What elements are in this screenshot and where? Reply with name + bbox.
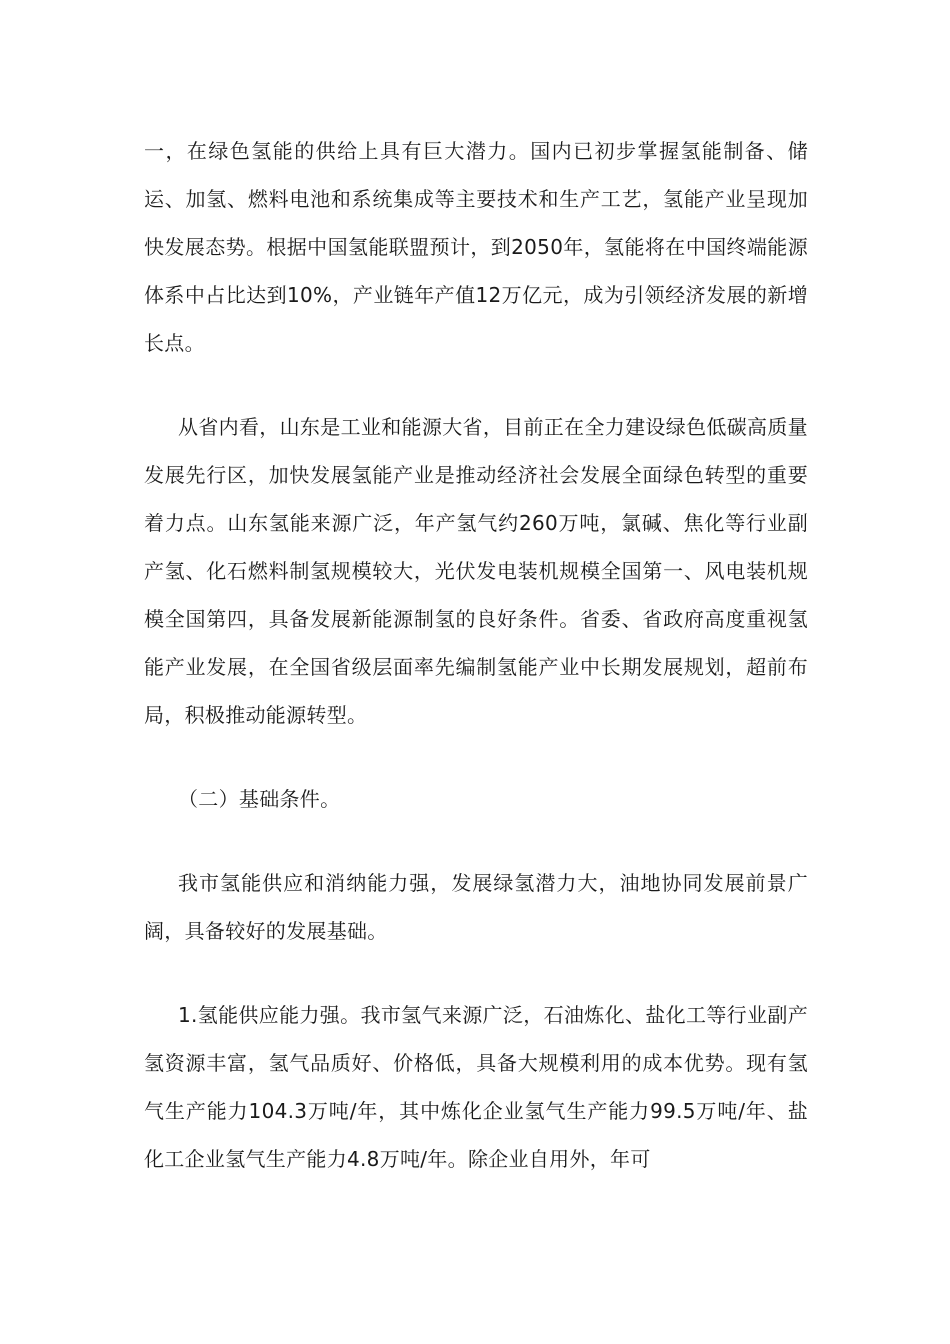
paragraph-supply-capacity: 1.氢能供应能力强。我市氢气来源广泛，石油炼化、盐化工等行业副产氢资源丰富，氢气品质好、价格低，具备大规模利用的成本优势。现有氢气生产能力104.3万吨/年，其中炼化企业氢气生产能力99.5万吨/年、盐化工企业氢气生产能力4.8万吨/年。除企业自用外，年可 — [144, 1003, 808, 1171]
document-body — [144, 127, 808, 1219]
paragraph-hydrogen-supply-potential: 一，在绿色氢能的供给上具有巨大潜力。国内已初步掌握氢能制备、储运、加氢、燃料电池和系统集成等主要技术和生产工艺，氢能产业呈现加快发展态势。根据中国氢能联盟预计，到2050年，氢能将在中国终端能源体系中占比达到10%，产业链年产值12万亿元，成为引领经济发展的新增长点。 — [144, 139, 808, 355]
paragraph-city-overview: 我市氢能供应和消纳能力强，发展绿氢潜力大，油地协同发展前景广阔，具备较好的发展基础。 — [144, 871, 808, 943]
section-heading-basic-conditions: （二）基础条件。 — [178, 787, 341, 811]
paragraph-shandong-province: 从省内看，山东是工业和能源大省，目前正在全力建设绿色低碳高质量发展先行区，加快发展氢能产业是推动经济社会发展全面绿色转型的重要着力点。山东氢能来源广泛，年产氢气约260万吨，氯碱、焦化等行业副产氢、化石燃料制氢规模较大，光伏发电装机规模全国第一、风电装机规模全国第四，具备发展新能源制氢的良好条件。省委、省政府高度重视氢能产业发展，在全国省级层面率先编制氢能产业中长期发展规划，超前布局，积极推动能源转型。 — [144, 415, 808, 727]
